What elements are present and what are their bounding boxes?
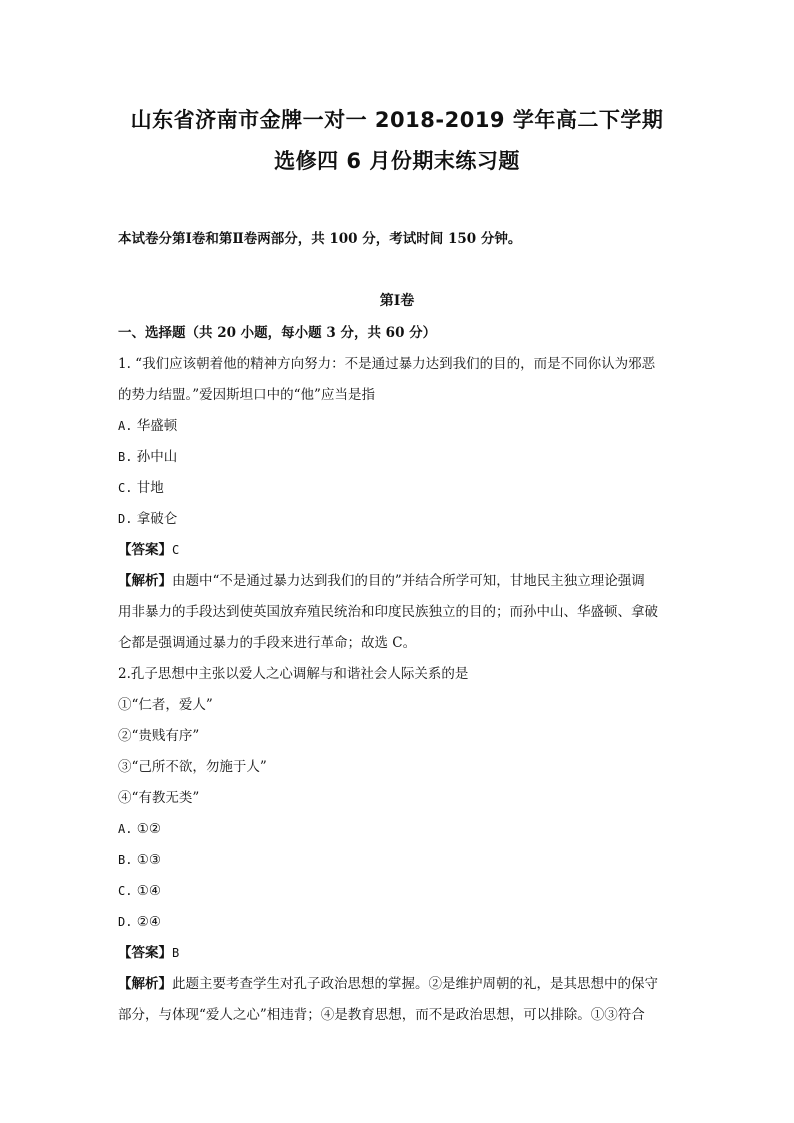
question-2-analysis-line-2: 部分，与体现“爱人之心”相违背；④是教育思想，而不是政治思想，可以排除。①③符合	[118, 1007, 645, 1023]
question-1-analysis-line-2: 用非暴力的手段达到使英国放弃殖民统治和印度民族独立的目的；而孙中山、华盛顿、拿破	[118, 604, 658, 620]
answer-value: C	[172, 543, 180, 557]
question-2-stem: 2.孔子思想中主张以爱人之心调解与和谐社会人际关系的是	[118, 666, 469, 682]
answer-label: 【答案】	[118, 945, 172, 961]
question-1-stem-line-2: 的势力结盟。”爱因斯坦口中的“他”应当是指	[118, 387, 375, 403]
option-letter: B.	[118, 450, 133, 464]
question-2-option-d	[118, 907, 678, 938]
option-letter: B.	[118, 853, 133, 867]
option-letter: C.	[118, 884, 133, 898]
analysis-text: 由题中“不是通过暴力达到我们的目的”并结合所学可知，甘地民主独立理论强调	[172, 573, 645, 589]
question-2-item-3: ③“己所不欲，勿施于人”	[118, 759, 267, 775]
exam-instructions: 本试卷分第Ⅰ卷和第Ⅱ卷两部分，共 100 分，考试时间 150 分钟。	[118, 231, 522, 247]
question-2-option-a	[118, 814, 678, 845]
option-text: ①③	[136, 852, 161, 868]
option-text: 甘地	[136, 480, 164, 496]
question-1-analysis-line-3: 仑都是强调通过暴力的手段来进行革命；故选 C。	[118, 635, 417, 651]
question-2-option-c	[118, 876, 678, 907]
answer-label: 【答案】	[118, 542, 172, 558]
question-1-option-c	[118, 473, 678, 504]
analysis-text: 此题主要考查学生对孔子政治思想的掌握。②是维护周朝的礼，是其思想中的保守	[172, 976, 658, 992]
section-heading: 第Ⅰ卷	[379, 293, 415, 309]
option-letter: A.	[118, 419, 133, 433]
question-1-answer	[118, 535, 678, 566]
option-text: ②④	[136, 914, 161, 930]
question-1-analysis-line-1	[118, 566, 678, 597]
option-text: 孙中山	[136, 449, 178, 465]
question-2-item-1: ①“仁者，爱人”	[118, 697, 213, 713]
option-letter: D.	[118, 915, 133, 929]
option-letter: D.	[118, 512, 133, 526]
analysis-label: 【解析】	[118, 976, 172, 992]
part-heading: 一、选择题（共 20 小题，每小题 3 分，共 60 分）	[118, 325, 437, 341]
question-content	[118, 318, 678, 1031]
document-title-line-1: 山东省济南市金牌一对一 2018-2019 学年高二下学期	[130, 108, 664, 132]
question-2-item-2: ②“贵贱有序”	[118, 728, 200, 744]
analysis-label: 【解析】	[118, 573, 172, 589]
answer-value: B	[172, 946, 180, 960]
option-text: ①②	[136, 821, 161, 837]
document-title-line-2: 选修四 6 月份期末练习题	[274, 149, 520, 173]
question-2-item-4: ④“有教无类”	[118, 790, 200, 806]
question-1-option-d	[118, 504, 678, 535]
option-text: 拿破仑	[136, 511, 178, 527]
question-1-option-b	[118, 442, 678, 473]
option-letter: C.	[118, 481, 133, 495]
question-2-option-b	[118, 845, 678, 876]
question-1-stem-line-1: 1. “我们应该朝着他的精神方向努力：不是通过暴力达到我们的目的，而是不同你认为邪恶	[118, 356, 656, 372]
question-2-analysis-line-1	[118, 969, 678, 1000]
option-letter: A.	[118, 822, 133, 836]
option-text: 华盛顿	[136, 418, 178, 434]
question-2-answer	[118, 938, 678, 969]
question-1-option-a	[118, 411, 678, 442]
option-text: ①④	[136, 883, 161, 899]
